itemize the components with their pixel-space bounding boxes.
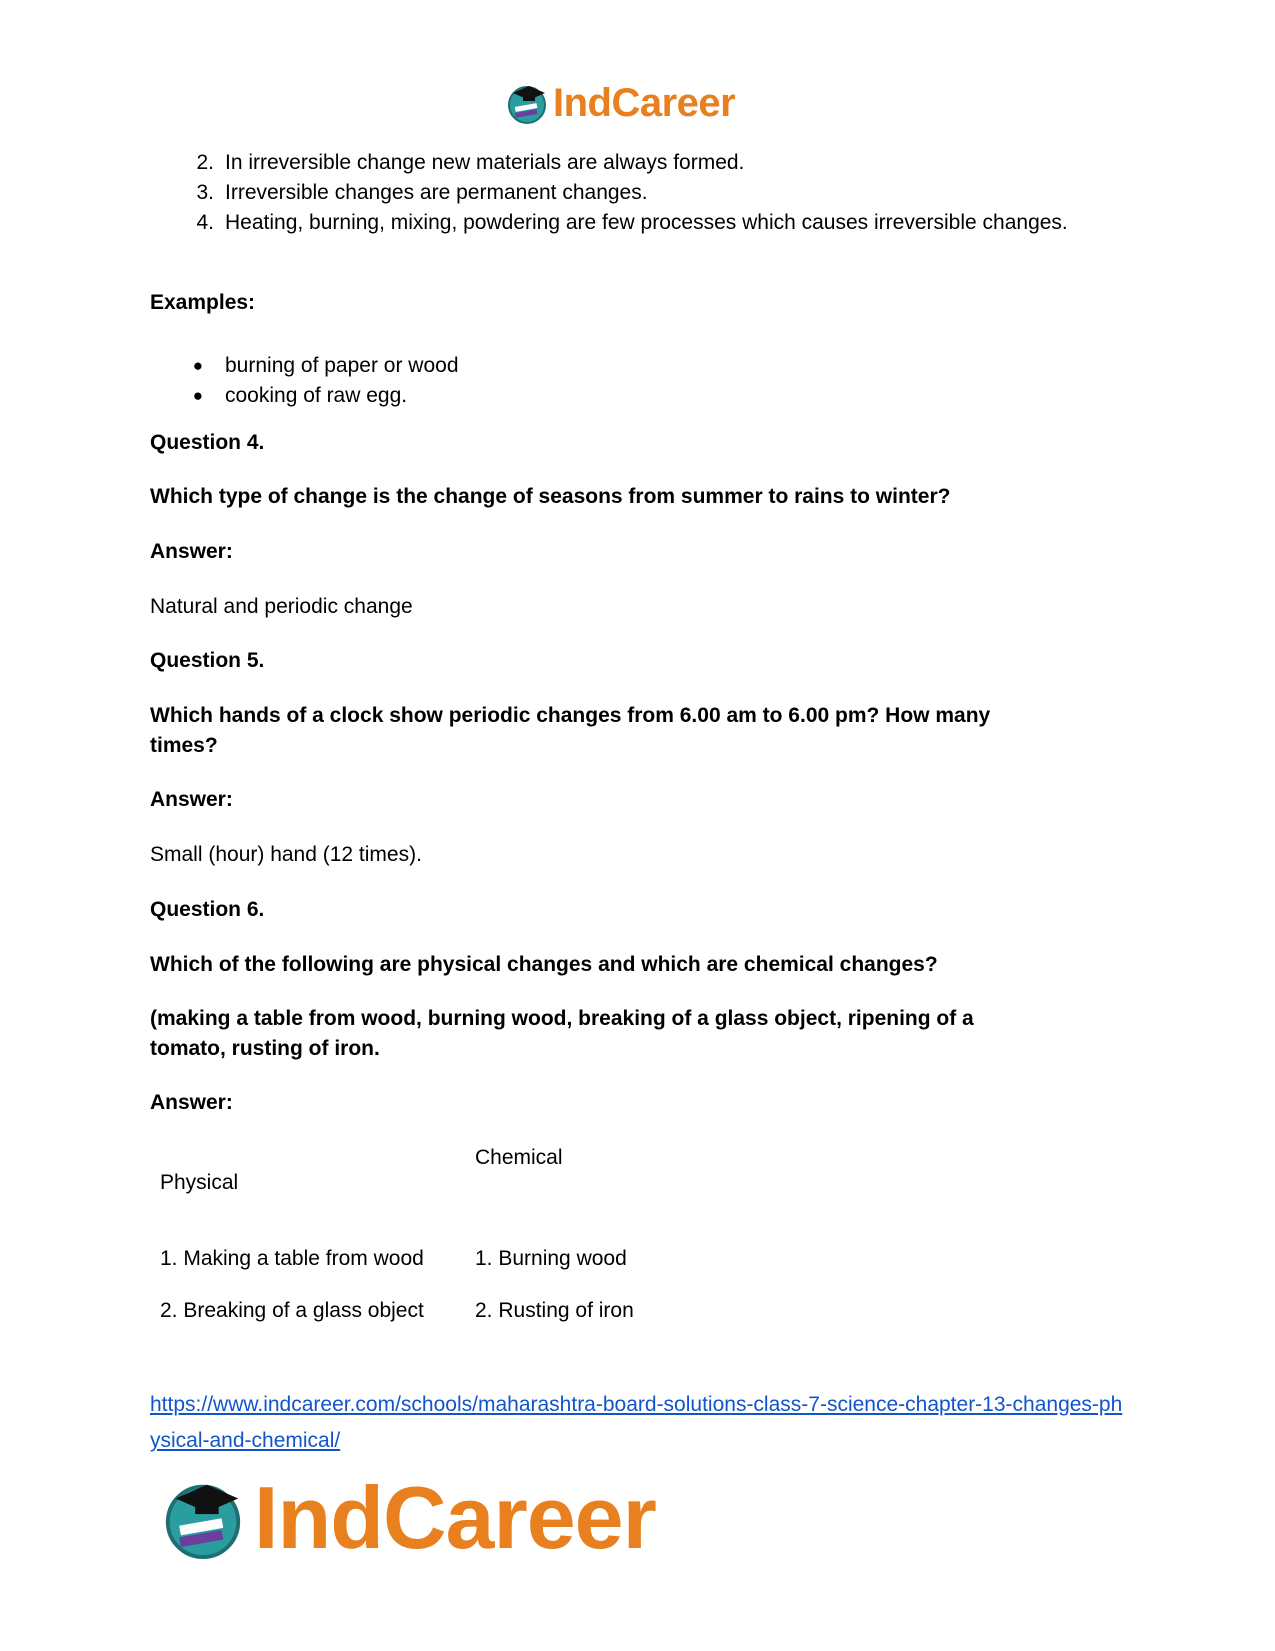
answer-5-label: Answer:: [150, 788, 233, 811]
list-text: In irreversible change new materials are always formed.: [225, 151, 745, 174]
answer-4-text: Natural and periodic change: [150, 595, 413, 618]
logo-wordmark: IndCareer: [553, 80, 736, 125]
graduation-globe-icon: [160, 1475, 246, 1561]
table-header-chemical: Chemical: [475, 1146, 563, 1169]
logo-wordmark: IndCareer: [254, 1468, 656, 1567]
bullet-icon: ●: [192, 386, 203, 405]
question-5-text: Which hands of a clock show periodic changes from 6.00 am to 6.00 pm? How many times?: [150, 704, 991, 757]
answer-5-text: Small (hour) hand (12 times).: [150, 843, 422, 866]
list-text: Heating, burning, mixing, powdering are few processes which causes irreversible changes.: [225, 211, 1068, 234]
question-4-text: Which type of change is the change of seasons from summer to rains to winter?: [150, 485, 951, 508]
source-link[interactable]: https://www.indcareer.com/schools/maharashtra-board-solutions-class-7-science-chapter-13-changes-physical-and-chemical/: [150, 1393, 1123, 1452]
list-item: [150, 148, 1100, 178]
question-6-label: Question 6.: [150, 898, 265, 921]
list-item: [150, 178, 1100, 208]
table-cell: 1. Making a table from wood: [160, 1247, 424, 1270]
examples-list: [150, 351, 459, 411]
question-6-items: (making a table from wood, burning wood, breaking of a glass object, ripening of a tomato, rusting of iron.: [150, 1007, 974, 1060]
list-number: 2.: [196, 151, 214, 174]
examples-heading: Examples:: [150, 291, 256, 314]
question-6-text: Which of the following are physical changes and which are chemical changes?: [150, 953, 938, 976]
bullet-icon: ●: [192, 356, 203, 375]
list-text: burning of paper or wood: [225, 354, 459, 377]
list-number: 3.: [196, 181, 214, 204]
list-text: cooking of raw egg.: [225, 384, 408, 407]
answer-6-label: Answer:: [150, 1091, 233, 1114]
list-item: [150, 351, 459, 381]
ordered-list: [150, 148, 1100, 238]
list-text: Irreversible changes are permanent changes.: [225, 181, 648, 204]
graduation-globe-icon: [505, 81, 549, 125]
table-cell: 1. Burning wood: [475, 1247, 627, 1270]
list-item: [150, 208, 1100, 238]
question-4-label: Question 4.: [150, 431, 265, 454]
footer-logo: [160, 1468, 656, 1567]
header-logo: [505, 80, 735, 126]
list-number: 4.: [196, 211, 214, 234]
question-5-label: Question 5.: [150, 649, 265, 672]
table-cell: 2. Breaking of a glass object: [160, 1299, 424, 1322]
answer-4-label: Answer:: [150, 540, 233, 563]
table-header-physical: Physical: [160, 1171, 239, 1194]
table-cell: 2. Rusting of iron: [475, 1299, 634, 1322]
list-item: [150, 381, 459, 411]
